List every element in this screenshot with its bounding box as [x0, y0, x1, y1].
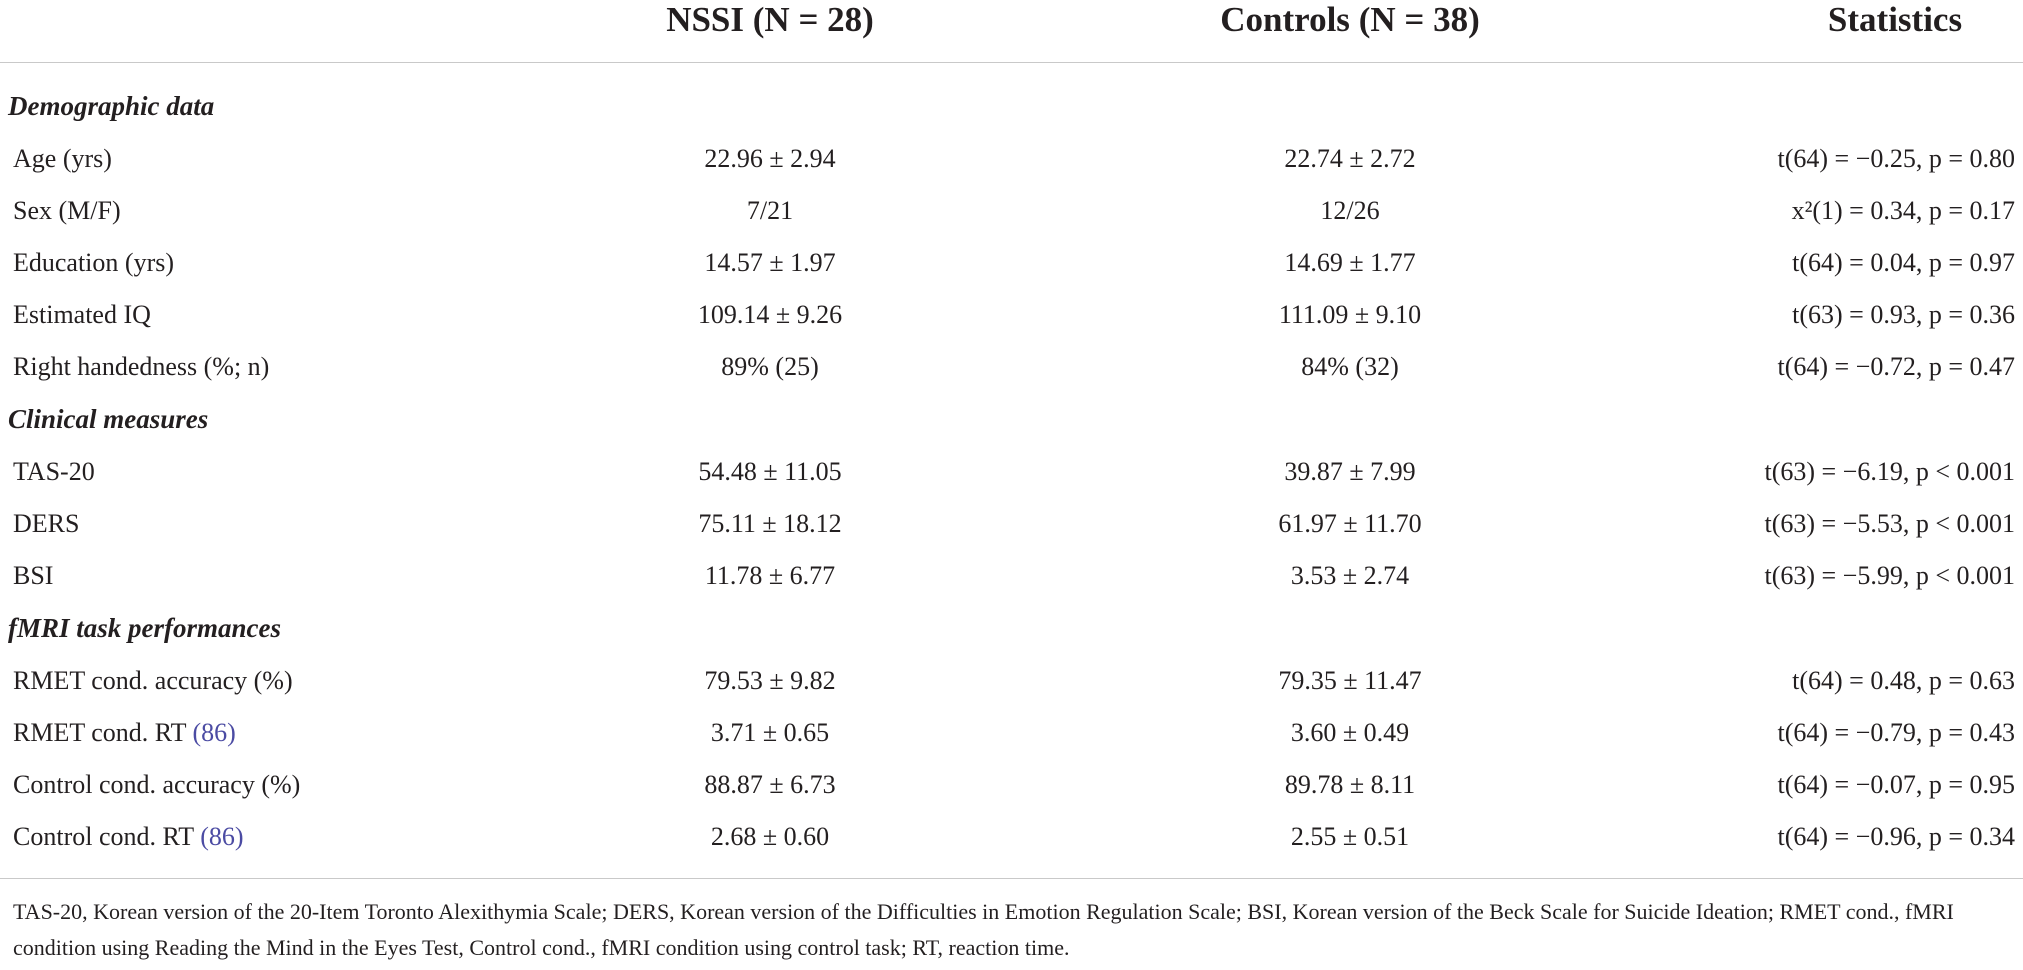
row-label: Estimated IQ [13, 300, 151, 329]
row-label: RMET cond. accuracy (%) [13, 666, 293, 695]
statistic-value: t(63) = −5.53, p < 0.001 [1764, 509, 2015, 538]
row-label [13, 707, 236, 759]
reference-link[interactable]: (86) [192, 718, 236, 747]
statistic-value: t(63) = −6.19, p < 0.001 [1764, 457, 2015, 486]
controls-value: 79.35 ± 11.47 [1278, 666, 1422, 695]
table-row [0, 759, 2023, 811]
statistic-value: t(63) = −5.99, p < 0.001 [1764, 561, 2015, 590]
nssi-value: 11.78 ± 6.77 [704, 561, 836, 590]
header-rule [0, 62, 2023, 63]
nssi-value: 14.57 ± 1.97 [704, 248, 836, 277]
nssi-value: 3.71 ± 0.65 [710, 718, 830, 747]
reference-link[interactable]: (86) [200, 822, 244, 851]
row-label: TAS-20 [13, 457, 95, 486]
table-row [0, 237, 2023, 289]
header-controls-n: (N = 38) [1358, 0, 1480, 39]
row-label: Right handedness (%; n) [13, 352, 270, 381]
section-title-demographic: Demographic data [8, 91, 215, 121]
statistic-value: t(64) = 0.48, p = 0.63 [1792, 666, 2015, 695]
bottom-rule [0, 878, 2023, 879]
statistic-value: t(63) = 0.93, p = 0.36 [1792, 300, 2015, 329]
row-label-text: Control cond. RT [13, 822, 194, 851]
controls-value: 14.69 ± 1.77 [1284, 248, 1416, 277]
table-row [0, 811, 2023, 863]
row-label: Control cond. accuracy (%) [13, 770, 301, 799]
section-row-demographic [0, 80, 2023, 132]
controls-value: 89.78 ± 8.11 [1284, 770, 1416, 799]
nssi-value: 89% (25) [721, 352, 819, 381]
table-footnote: TAS-20, Korean version of the 20-Item Toronto Alexithymia Scale; DERS, Korean version of the Difficulties in Emotion Regulation Scale; BSI, Korean version of the Beck Scale for Suicide Ideation; RMET cond., fMRI condition using Reading the Mind in the Eyes Test, Control cond., fMRI condition using control task; RT, reaction time. [13, 899, 1954, 960]
header-nssi-name: NSSI [666, 0, 745, 39]
table-row [0, 341, 2023, 393]
controls-value: 84% (32) [1301, 352, 1399, 381]
table-row [0, 550, 2023, 602]
nssi-value: 7/21 [746, 196, 794, 225]
controls-value: 61.97 ± 11.70 [1278, 509, 1422, 538]
section-title-fmri: fMRI task performances [8, 613, 282, 643]
statistic-value: t(64) = −0.72, p = 0.47 [1777, 352, 2015, 381]
section-row-fmri [0, 602, 2023, 654]
table-row [0, 185, 2023, 237]
table-row [0, 498, 2023, 550]
nssi-value: 54.48 ± 11.05 [698, 457, 842, 486]
header-nssi [620, 0, 920, 40]
statistic-value: x²(1) = 0.34, p = 0.17 [1791, 196, 2015, 225]
controls-value: 2.55 ± 0.51 [1290, 822, 1410, 851]
statistic-value: t(64) = −0.07, p = 0.95 [1777, 770, 2015, 799]
row-label: Education (yrs) [13, 248, 175, 277]
section-row-clinical [0, 393, 2023, 445]
row-label [13, 811, 244, 863]
table-row [0, 655, 2023, 707]
statistic-value: t(64) = −0.96, p = 0.34 [1777, 822, 2015, 851]
nssi-value: 2.68 ± 0.60 [710, 822, 830, 851]
statistic-value: t(64) = −0.25, p = 0.80 [1777, 144, 2015, 173]
row-label: DERS [13, 509, 80, 538]
header-controls-name: Controls [1220, 0, 1350, 39]
nssi-value: 88.87 ± 6.73 [704, 770, 836, 799]
header-controls [1140, 0, 1560, 40]
row-label-text: RMET cond. RT [13, 718, 186, 747]
controls-value: 12/26 [1320, 196, 1380, 225]
header-statistics: Statistics [1827, 0, 1963, 39]
header-nssi-n: (N = 28) [752, 0, 874, 39]
row-label: Age (yrs) [13, 144, 112, 173]
table-row [0, 446, 2023, 498]
table-row [0, 707, 2023, 759]
section-title-clinical: Clinical measures [8, 404, 209, 434]
controls-value: 22.74 ± 2.72 [1284, 144, 1416, 173]
nssi-value: 79.53 ± 9.82 [704, 666, 836, 695]
controls-value: 3.60 ± 0.49 [1290, 718, 1410, 747]
row-label: BSI [13, 561, 54, 590]
nssi-value: 22.96 ± 2.94 [704, 144, 836, 173]
controls-value: 3.53 ± 2.74 [1290, 561, 1410, 590]
row-label: Sex (M/F) [13, 196, 121, 225]
controls-value: 39.87 ± 7.99 [1284, 457, 1416, 486]
nssi-value: 109.14 ± 9.26 [697, 300, 843, 329]
statistic-value: t(64) = 0.04, p = 0.97 [1792, 248, 2015, 277]
table-row [0, 133, 2023, 185]
nssi-value: 75.11 ± 18.12 [698, 509, 842, 538]
table-row [0, 289, 2023, 341]
controls-value: 111.09 ± 9.10 [1278, 300, 1422, 329]
statistic-value: t(64) = −0.79, p = 0.43 [1777, 718, 2015, 747]
